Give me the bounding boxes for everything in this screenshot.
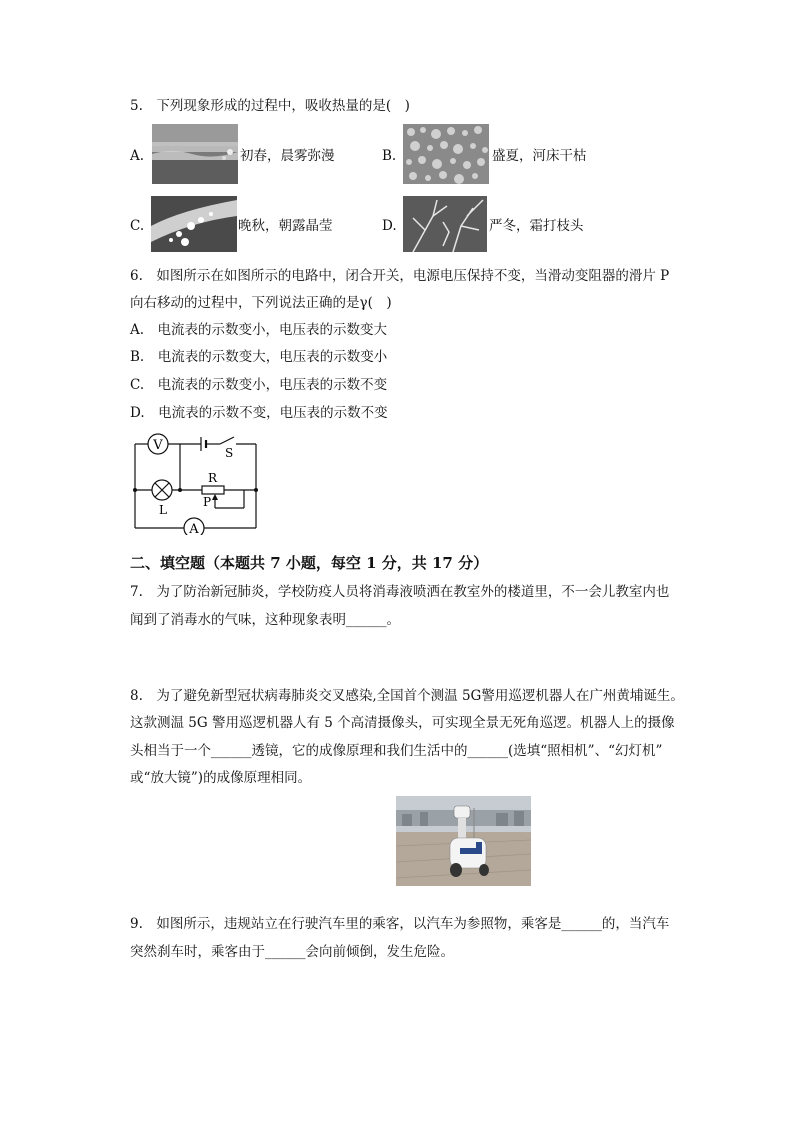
circuit-diagram: [128, 430, 263, 535]
q5-option-d-letter: D.: [382, 218, 397, 234]
q5-option-a-text: 初春，晨雾弥漫: [240, 148, 335, 164]
q7-line2: 闻到了消毒水的气味，这种现象表明______。: [130, 612, 400, 628]
q6-stem-line1: 6. 如图所示在如图所示的电路中，闭合开关，电源电压保持不变，当滑动变阻器的滑片 P: [130, 268, 670, 284]
q6-option-c: C. 电流表的示数变小，电压表的示数不变: [130, 377, 388, 393]
dry-riverbed-photo: [403, 124, 489, 184]
q6-stem-line2: 向右移动的过程中，下列说法正确的是γ( ): [130, 295, 392, 311]
patrol-robot-photo: [396, 796, 531, 886]
q5-option-b-letter: B.: [382, 148, 397, 164]
frost-branches-photo: [403, 196, 487, 252]
q9-line2: 突然刹车时，乘客由于______会向前倾倒，发生危险。: [130, 944, 454, 960]
slider-label: P: [203, 495, 212, 509]
q7-line1: 7. 为了防治新冠肺炎，学校防疫人员将消毒液喷洒在教室外的楼道里，不一会儿教室内也: [130, 584, 670, 600]
q5-option-c-text: 晚秋，朝露晶莹: [238, 218, 333, 234]
morning-fog-photo: [152, 124, 238, 184]
q5-option-d-text: 严冬，霜打枝头: [489, 218, 584, 234]
lamp-label: L: [159, 503, 167, 517]
q8-line1: 8. 为了避免新型冠状病毒肺炎交叉感染,全国首个测温 5G警用巡逻机器人在广州黄埔诞生。: [130, 688, 684, 704]
q6-option-b: B. 电流表的示数变大，电压表的示数变小: [130, 349, 388, 365]
q6-option-a: A. 电流表的示数变小，电压表的示数变大: [130, 322, 388, 338]
q5-option-a-letter: A.: [130, 148, 145, 164]
q5-option-b-text: 盛夏，河床干枯: [492, 148, 587, 164]
q9-line1: 9. 如图所示，违规站立在行驶汽车里的乘客，以汽车为参照物，乘客是______的，当汽车: [130, 916, 670, 932]
ammeter-label: A: [189, 522, 199, 535]
morning-dew-photo: [151, 196, 237, 252]
q8-line3: 头相当于一个______透镜，它的成像原理和我们生活中的______(选填“照相机”、“幻灯机”: [130, 743, 663, 759]
voltmeter-label: V: [153, 438, 163, 453]
switch-label: S: [225, 446, 234, 460]
resistor-label: R: [208, 471, 218, 485]
q8-line2: 这款测温 5G 警用巡逻机器人有 5 个高清摄像头，可实现全景无死角巡逻。机器人上的摄像: [130, 715, 675, 731]
q6-option-d: D. 电流表的示数不变，电压表的示数不变: [130, 405, 388, 421]
q5-option-c-letter: C.: [130, 218, 145, 234]
q8-line4: 或“放大镜”)的成像原理相同。: [130, 770, 312, 786]
q5-stem: 5. 下列现象形成的过程中，吸收热量的是( ): [130, 98, 410, 114]
section-title: 二、填空题（本题共 7 小题，每空 1 分，共 17 分）: [130, 554, 489, 572]
